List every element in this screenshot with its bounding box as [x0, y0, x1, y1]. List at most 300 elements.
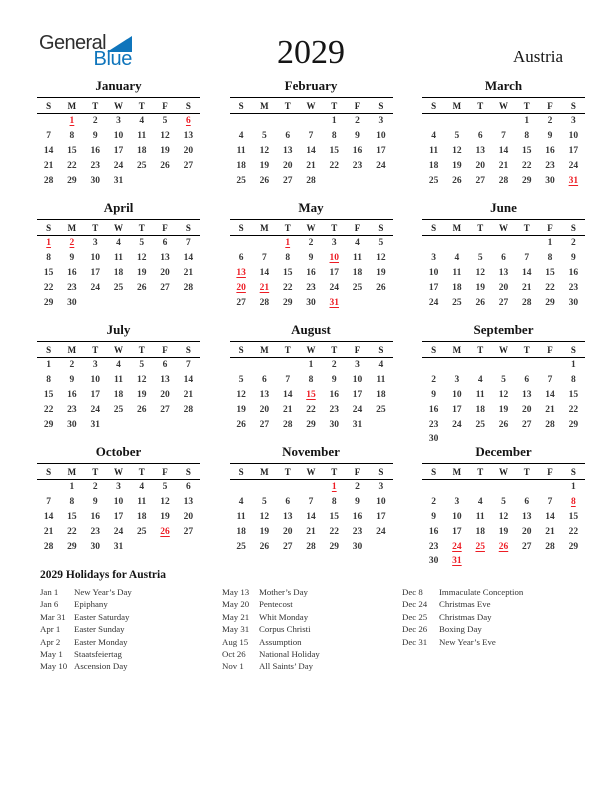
weekday-header: M: [253, 220, 276, 236]
date-cell: 18: [236, 526, 246, 537]
weekday-header: T: [469, 220, 492, 236]
date-cell: 3: [454, 375, 460, 386]
date-cell: 22: [43, 282, 54, 293]
holiday-date: Dec 8: [402, 587, 423, 597]
weekday-header: F: [153, 220, 176, 236]
date-cell: 23: [428, 541, 439, 552]
date-cell: 14: [183, 375, 194, 386]
weekday-header: W: [107, 98, 130, 114]
holiday-row: [40, 648, 132, 660]
holiday-column-1: [40, 586, 132, 673]
date-cell: 20: [183, 145, 194, 156]
date-cell: 24: [452, 541, 462, 552]
date-cell: 27: [282, 175, 293, 186]
weekday-header: S: [37, 98, 60, 114]
date-cell: 10: [568, 131, 579, 142]
weekday-header: T: [515, 342, 538, 358]
empty-cell: [253, 114, 276, 129]
date-cell: 10: [329, 253, 340, 264]
date-cell: 22: [522, 160, 532, 171]
date-cell: 7: [308, 131, 314, 142]
date-cell: 4: [378, 360, 384, 371]
date-cell: 3: [355, 360, 360, 371]
date-cell: 27: [183, 160, 194, 171]
month-table: [422, 97, 585, 188]
empty-cell: [84, 295, 107, 310]
empty-cell: [346, 295, 369, 310]
date-cell: 16: [428, 404, 439, 415]
week-row: [37, 358, 200, 373]
date-cell: 12: [137, 375, 147, 386]
date-cell: 11: [137, 131, 147, 142]
date-cell: 5: [262, 131, 267, 142]
date-cell: 16: [329, 389, 340, 400]
date-cell: 18: [475, 526, 485, 537]
date-cell: 30: [329, 419, 340, 430]
weekday-header: T: [130, 342, 153, 358]
date-cell: 4: [238, 131, 244, 142]
week-row: [230, 114, 393, 129]
weekday-header: W: [107, 342, 130, 358]
date-cell: 17: [352, 389, 363, 400]
holiday-column-2: [222, 586, 320, 673]
date-cell: 19: [452, 160, 462, 171]
date-cell: 19: [236, 404, 246, 415]
date-cell: 31: [90, 419, 100, 430]
empty-cell: [253, 236, 276, 251]
date-cell: 9: [308, 253, 314, 264]
date-cell: 1: [69, 482, 75, 493]
date-cell: 6: [262, 375, 267, 386]
logo-text-general: General: [39, 32, 106, 54]
date-cell: 25: [236, 541, 246, 552]
empty-cell: [37, 480, 60, 495]
date-cell: 24: [428, 297, 439, 308]
date-cell: 20: [282, 160, 293, 171]
empty-cell: [299, 114, 322, 129]
date-cell: 17: [90, 267, 100, 278]
week-row: [422, 236, 585, 251]
date-cell: 16: [67, 267, 77, 278]
empty-cell: [469, 554, 492, 569]
weekday-header: T: [323, 464, 346, 480]
empty-cell: [492, 480, 515, 495]
date-cell: 17: [113, 511, 124, 522]
date-cell: 26: [160, 526, 170, 537]
date-cell: 21: [545, 404, 555, 415]
date-cell: 15: [43, 267, 54, 278]
empty-cell: [276, 114, 299, 129]
weekday-header: S: [562, 342, 585, 358]
weekday-header: S: [422, 98, 445, 114]
date-cell: 31: [568, 175, 579, 186]
date-cell: 15: [67, 145, 77, 156]
date-cell: 2: [355, 116, 360, 127]
week-row: [422, 417, 585, 432]
holiday-date: Dec 26: [402, 624, 428, 635]
date-cell: 22: [568, 526, 579, 537]
date-cell: 28: [183, 404, 194, 415]
date-cell: 1: [285, 238, 291, 249]
date-cell: 30: [67, 419, 77, 430]
date-cell: 20: [498, 282, 509, 293]
date-cell: 26: [259, 175, 270, 186]
country-name: Austria: [512, 47, 563, 66]
date-cell: 13: [282, 145, 293, 156]
empty-cell: [445, 114, 468, 129]
empty-cell: [230, 480, 253, 495]
month-table: [230, 219, 393, 310]
week-row: [422, 495, 585, 510]
week-row: [422, 480, 585, 495]
date-cell: 9: [547, 131, 553, 142]
date-cell: 17: [376, 145, 386, 156]
date-cell: 15: [329, 145, 340, 156]
date-cell: 25: [113, 282, 124, 293]
date-cell: 25: [475, 419, 485, 430]
empty-cell: [492, 114, 515, 129]
empty-cell: [515, 236, 538, 251]
date-cell: 13: [259, 389, 270, 400]
date-cell: 10: [113, 497, 124, 508]
date-cell: 1: [69, 116, 75, 127]
month-november: [230, 444, 393, 566]
date-cell: 28: [498, 175, 509, 186]
weekday-header: F: [153, 342, 176, 358]
date-cell: 4: [477, 375, 483, 386]
date-cell: 20: [522, 404, 532, 415]
weekday-header: T: [469, 464, 492, 480]
date-cell: 27: [160, 282, 170, 293]
date-cell: 24: [352, 404, 363, 415]
date-cell: 26: [236, 419, 246, 430]
empty-cell: [369, 173, 392, 188]
month-table: [37, 463, 200, 554]
date-cell: 8: [331, 131, 337, 142]
month-june: [422, 200, 585, 322]
date-cell: 4: [355, 238, 360, 249]
holiday-row: [222, 636, 320, 648]
date-cell: 8: [285, 253, 291, 264]
weekday-header: T: [84, 464, 107, 480]
weekday-header: M: [60, 342, 83, 358]
date-cell: 5: [262, 497, 267, 508]
weekday-header: S: [230, 220, 253, 236]
month-february: [230, 78, 393, 200]
date-cell: 16: [352, 511, 363, 522]
date-cell: 14: [259, 267, 270, 278]
empty-cell: [177, 173, 200, 188]
empty-cell: [153, 295, 176, 310]
date-cell: 15: [43, 389, 54, 400]
weekday-header: W: [492, 220, 515, 236]
weekday-header: S: [177, 98, 200, 114]
date-cell: 19: [498, 404, 509, 415]
date-cell: 31: [329, 297, 340, 308]
date-cell: 20: [236, 282, 246, 293]
weekday-header: F: [153, 464, 176, 480]
week-row: [422, 158, 585, 173]
empty-cell: [230, 114, 253, 129]
date-cell: 2: [355, 482, 360, 493]
weekday-header: M: [253, 464, 276, 480]
empty-cell: [230, 358, 253, 373]
date-cell: 13: [475, 145, 485, 156]
date-cell: 7: [262, 253, 267, 264]
date-cell: 5: [139, 360, 145, 371]
week-row: [422, 373, 585, 388]
empty-cell: [230, 236, 253, 251]
date-cell: 10: [376, 497, 386, 508]
date-cell: 1: [46, 238, 52, 249]
holiday-row: [222, 648, 320, 660]
date-cell: 21: [306, 526, 316, 537]
week-row: [422, 554, 585, 569]
week-row: [37, 251, 200, 266]
date-cell: 10: [352, 375, 363, 386]
date-cell: 27: [183, 526, 194, 537]
weekday-header: F: [346, 98, 369, 114]
holiday-name: Pentecost: [259, 599, 293, 610]
holiday-row: [222, 623, 320, 635]
date-cell: 18: [352, 267, 363, 278]
date-cell: 21: [545, 526, 555, 537]
week-row: [230, 144, 393, 159]
date-cell: 2: [92, 116, 98, 127]
date-cell: 12: [160, 497, 170, 508]
date-cell: 14: [545, 511, 555, 522]
date-cell: 21: [306, 160, 316, 171]
date-cell: 6: [524, 497, 530, 508]
date-cell: 26: [160, 160, 170, 171]
empty-cell: [445, 358, 468, 373]
date-cell: 17: [329, 267, 340, 278]
date-cell: 7: [185, 360, 191, 371]
holiday-date: May 31: [222, 624, 250, 635]
month-may: [230, 200, 393, 322]
month-january: [37, 78, 200, 200]
date-cell: 7: [46, 497, 52, 508]
date-cell: 20: [183, 511, 194, 522]
empty-cell: [562, 554, 585, 569]
date-cell: 30: [90, 175, 100, 186]
date-cell: 30: [306, 297, 316, 308]
date-cell: 11: [113, 375, 123, 386]
weekday-header: T: [323, 342, 346, 358]
holiday-name: Corpus Christi: [259, 624, 311, 635]
date-cell: 14: [306, 511, 316, 522]
holiday-date: Oct 26: [222, 649, 246, 660]
weekday-header: S: [369, 98, 392, 114]
date-cell: 30: [428, 434, 439, 445]
date-cell: 16: [90, 511, 100, 522]
date-cell: 5: [238, 375, 244, 386]
week-row: [422, 129, 585, 144]
weekday-header: F: [538, 220, 561, 236]
holiday-date: May 20: [222, 599, 250, 610]
date-cell: 12: [498, 389, 509, 400]
holiday-row: [40, 623, 132, 635]
holiday-date: May 21: [222, 611, 250, 622]
holiday-row: [40, 611, 132, 623]
week-row: [230, 539, 393, 554]
empty-cell: [130, 295, 153, 310]
date-cell: 3: [116, 116, 121, 127]
date-cell: 16: [568, 267, 579, 278]
month-table: [37, 97, 200, 188]
date-cell: 1: [570, 360, 576, 371]
holiday-row: [402, 636, 523, 648]
date-cell: 29: [568, 541, 579, 552]
date-cell: 4: [116, 360, 121, 371]
date-cell: 23: [428, 419, 439, 430]
holiday-name: New Year’s Eve: [439, 636, 496, 647]
year-title: 2029: [277, 34, 345, 71]
empty-cell: [153, 173, 176, 188]
date-cell: 7: [547, 497, 553, 508]
date-cell: 22: [545, 282, 555, 293]
weekday-header: T: [130, 464, 153, 480]
empty-cell: [253, 480, 276, 495]
holiday-name: Boxing Day: [439, 624, 482, 635]
weekday-header: F: [538, 342, 561, 358]
date-cell: 8: [570, 375, 576, 386]
holiday-date: Jan 6: [40, 599, 59, 610]
date-cell: 18: [113, 267, 124, 278]
date-cell: 18: [113, 389, 124, 400]
holiday-date: May 10: [40, 661, 68, 672]
date-cell: 2: [570, 238, 576, 249]
date-cell: 3: [454, 497, 460, 508]
holiday-date: Dec 31: [402, 636, 428, 647]
month-title: March: [484, 78, 523, 93]
date-cell: 6: [162, 238, 168, 249]
date-cell: 6: [185, 482, 191, 493]
weekday-header: S: [37, 464, 60, 480]
week-row: [422, 295, 585, 310]
date-cell: 2: [92, 482, 98, 493]
empty-cell: [323, 173, 346, 188]
holiday-date: Jan 1: [40, 587, 59, 597]
holiday-row: [402, 611, 523, 623]
week-row: [422, 539, 585, 554]
weekday-header: T: [84, 342, 107, 358]
date-cell: 11: [353, 253, 363, 264]
week-row: [37, 236, 200, 251]
week-row: [37, 114, 200, 129]
date-cell: 16: [67, 389, 77, 400]
date-cell: 24: [376, 160, 386, 171]
header: [37, 30, 585, 78]
date-cell: 30: [545, 175, 555, 186]
date-cell: 16: [352, 145, 363, 156]
empty-cell: [299, 480, 322, 495]
week-row: [230, 158, 393, 173]
date-cell: 14: [43, 511, 54, 522]
date-cell: 13: [498, 267, 509, 278]
week-row: [37, 417, 200, 432]
holiday-name: All Saints’ Day: [259, 661, 314, 672]
weekday-header: S: [37, 220, 60, 236]
week-row: [230, 129, 393, 144]
week-row: [230, 236, 393, 251]
date-cell: 1: [570, 482, 576, 493]
date-cell: 7: [501, 131, 506, 142]
date-cell: 1: [547, 238, 553, 249]
date-cell: 12: [376, 253, 386, 264]
date-cell: 11: [475, 511, 485, 522]
weekday-header: T: [130, 98, 153, 114]
date-cell: 15: [568, 389, 579, 400]
date-cell: 13: [183, 497, 194, 508]
date-cell: 13: [522, 389, 532, 400]
month-march: [422, 78, 585, 200]
week-row: [230, 173, 393, 188]
date-cell: 17: [452, 526, 462, 537]
date-cell: 10: [452, 511, 462, 522]
week-row: [37, 539, 200, 554]
date-cell: 21: [522, 282, 532, 293]
empty-cell: [177, 295, 200, 310]
date-cell: 7: [46, 131, 52, 142]
empty-cell: [515, 358, 538, 373]
date-cell: 19: [259, 526, 270, 537]
week-row: [422, 251, 585, 266]
date-cell: 14: [545, 389, 555, 400]
date-cell: 12: [259, 145, 270, 156]
month-title: October: [95, 444, 142, 459]
week-row: [37, 144, 200, 159]
date-cell: 2: [547, 116, 553, 127]
date-cell: 5: [477, 253, 483, 264]
holiday-name: National Holiday: [259, 649, 320, 660]
date-cell: 4: [477, 497, 483, 508]
date-cell: 18: [137, 511, 147, 522]
weekday-header: S: [177, 342, 200, 358]
holidays-title: 2029 Holidays for Austria: [40, 569, 166, 581]
date-cell: 23: [90, 526, 100, 537]
date-cell: 15: [329, 511, 340, 522]
date-cell: 27: [498, 297, 509, 308]
date-cell: 16: [306, 267, 316, 278]
holiday-row: [222, 598, 320, 610]
date-cell: 28: [43, 175, 54, 186]
weekday-header: M: [445, 220, 468, 236]
weekday-header: T: [276, 98, 299, 114]
date-cell: 31: [452, 556, 462, 567]
date-cell: 1: [331, 482, 337, 493]
date-cell: 4: [238, 497, 244, 508]
date-cell: 20: [282, 526, 293, 537]
empty-cell: [369, 295, 392, 310]
week-row: [37, 129, 200, 144]
date-cell: 17: [452, 404, 462, 415]
holiday-name: New Year’s Day: [74, 587, 132, 597]
date-cell: 12: [236, 389, 246, 400]
empty-cell: [492, 554, 515, 569]
empty-cell: [177, 417, 200, 432]
week-row: [230, 510, 393, 525]
date-cell: 12: [498, 511, 509, 522]
holiday-name: Epiphany: [74, 599, 108, 610]
holiday-row: [222, 611, 320, 623]
date-cell: 5: [501, 375, 506, 386]
date-cell: 24: [113, 160, 124, 171]
weekday-header: W: [492, 342, 515, 358]
weekday-header: M: [60, 464, 83, 480]
date-cell: 17: [90, 389, 100, 400]
date-cell: 4: [431, 131, 437, 142]
